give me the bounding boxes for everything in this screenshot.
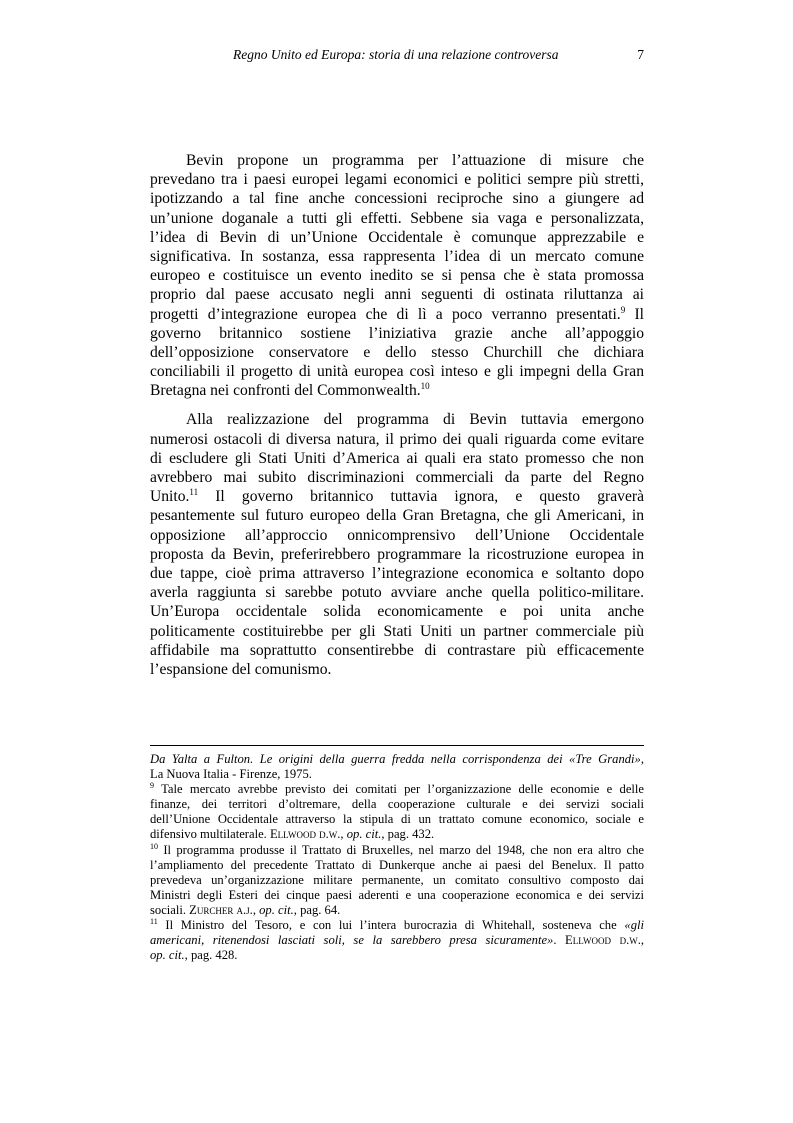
text-line: affidabile ma soprattutto consentirebbe di contrastare più efficacemente — [150, 641, 644, 659]
text-line — [150, 487, 644, 506]
quote-segment: «gli — [624, 918, 644, 933]
text-line: un’unione doganale a tutti gli effetti. Sebbene sia vaga e personalizzata, — [150, 209, 644, 227]
text-segment: sociali. — [150, 902, 190, 917]
text-line: europeo e costituisce un evento inedito se si pensa che è stata promossa — [150, 267, 644, 285]
book-title: Da Yalta a Fulton. Le origini della guerra fredda nella corrispondenza dei «Tre Grandi» — [150, 752, 641, 766]
footnote-ref: 10 — [420, 381, 430, 392]
text-segment: progetti d’integrazione europea che di lì a poco verranno presentati. — [150, 305, 621, 323]
quote-segment: americani, ritenendosi lasciati soli, se la sarebbero presa sicuramente» — [150, 933, 554, 948]
footnote-line — [150, 903, 644, 918]
footnote-line — [150, 843, 644, 858]
op-cit: op. cit., — [346, 827, 385, 842]
text-line: averla raggiunta si sarebbe potuto avviare anche quella politico-militare. — [150, 584, 644, 602]
text-segment: difensivo multilaterale. — [150, 827, 270, 842]
paragraph — [150, 151, 644, 400]
text-line — [150, 305, 644, 324]
footnote-9 — [150, 782, 644, 842]
footnote-11 — [150, 918, 644, 963]
page-number: 7 — [637, 47, 644, 62]
text-segment: Il programma produsse il Trattato di Bruxelles, nel marzo del 1948, che non era altro che — [158, 842, 644, 857]
footnote-line — [150, 827, 644, 842]
text-segment: Unito. — [150, 488, 190, 506]
text-line: dell’opposizione conservatore e dello stesso Churchill che dichiara — [150, 343, 644, 361]
footnote-ref: 11 — [189, 487, 199, 498]
page-reference: , pag. 428. — [184, 948, 238, 963]
text-line: proposta da Bevin, preferirebbero programmare la ricostruzione europea in — [150, 545, 644, 563]
text-segment: Bretagna nei confronti del Commonwealth. — [150, 382, 421, 400]
text-line — [150, 381, 644, 400]
text-line: l’espansione del comunismo. — [150, 660, 332, 678]
text-segment: Il — [625, 305, 644, 323]
punctuation: , — [340, 827, 347, 842]
running-title: Regno Unito ed Europa: storia di una relazione controversa — [233, 47, 559, 62]
footnote-line: l’ampliamento del precedente Trattato di Dunkerque anche ai paesi del Benelux. Il patto — [150, 857, 644, 872]
punctuation: , — [640, 752, 644, 766]
text-line: Alla realizzazione del programma di Bevin tuttavia emergono — [186, 411, 644, 429]
footnote-line — [150, 782, 644, 797]
text-line: l’idea di Bevin di un’Unione Occidentale è comunque apprezzabile e — [150, 228, 644, 246]
text-line: opposizione all’approccio onnicomprensivo dell’Unione Occidentale — [150, 526, 644, 544]
text-line: conciliabili il progetto di unità europea così inteso e gli impegni della Gran — [150, 363, 644, 381]
paragraph — [150, 410, 644, 679]
text-line: Bevin propone un programma per l’attuazione di misure che — [186, 152, 644, 169]
page-reference: , pag. 64. — [293, 902, 341, 917]
footnote-number: 9 — [150, 781, 154, 791]
text-line: pesantemente sul futuro europeo della Gran Bretagna, che gli Americani, in — [150, 507, 644, 525]
text-segment: Tale mercato avrebbe previsto dei comitati per l’organizzazione delle economie e delle — [154, 782, 644, 797]
text-line: prevedano tra i paesi europei legami economici e politici sempre più stretti, — [150, 171, 644, 189]
text-line: ipotizzando a tal fine anche concessioni reciproche sino a giungere ad — [150, 190, 644, 208]
text-line: governo britannico sostiene l’iniziativa grazie anche all’appoggio — [150, 324, 644, 342]
running-header — [150, 47, 644, 67]
footnote-line — [150, 752, 644, 767]
footnote-line: prevedeva un’organizzazione militare permanente, un comitato consultivo composto dai — [150, 872, 644, 887]
text-segment: Il governo britannico tuttavia ignora, e questo graverà — [198, 488, 644, 506]
op-cit: op. cit. — [150, 948, 185, 963]
text-line: politicamente costituirebbe per gli Stati Uniti un partner commerciale più — [150, 622, 644, 640]
author-name: Zurcher a.j. — [189, 902, 253, 917]
op-cit: op. cit. — [259, 902, 294, 917]
text-line: di escludere gli Stati Uniti d’America ai quali era stato promesso che non — [150, 449, 644, 467]
footnote-line: finanze, dei territori d’oltremare, della cooperazione culturale e dei servizi sociali — [150, 797, 644, 812]
text-line: avrebbero mai subito discriminazioni commerciali da parte del Regno — [150, 469, 644, 486]
author-name: Ellwood d.w. — [269, 827, 341, 842]
page-reference: pag. 432. — [384, 827, 435, 842]
footnote-line — [150, 918, 644, 933]
footnote-line — [150, 948, 644, 963]
footnotes — [150, 752, 644, 963]
body-text — [150, 151, 644, 679]
footnote-line: La Nuova Italia - Firenze, 1975. — [150, 767, 312, 782]
footnote-10 — [150, 843, 644, 918]
footnote-number: 10 — [150, 841, 158, 851]
footnote-separator — [150, 745, 644, 746]
text-line: significativa. In sostanza, essa rappresenta l’idea di un mercato comune — [150, 247, 644, 265]
footnote-line: Ministri degli Esteri dei cinque paesi aderenti e una cooperazione economica e dei servizi — [150, 887, 644, 902]
footnote-line — [150, 933, 644, 948]
punctuation: , — [640, 933, 645, 948]
author-name: Ellwood d.w. — [565, 933, 641, 948]
text-line: proprio dal paese accusato negli anni seguenti di ostinata riluttanza ai — [150, 286, 644, 304]
footnote-number: 11 — [150, 917, 158, 927]
punctuation: . — [553, 933, 566, 948]
punctuation: , — [252, 902, 260, 917]
footnote-continuation — [150, 752, 644, 782]
text-line: due tappe, cioè prima attraverso l’integrazione economica e soltanto dopo — [150, 564, 644, 582]
footnote-line: dell’Unione Occidentale attraverso la stipula di un trattato comune economico, sociale e — [150, 812, 644, 827]
text-line: Un’Europa occidentale solida economicamente e poi unita anche — [150, 603, 644, 621]
footnote-ref: 9 — [620, 304, 626, 315]
text-segment: Il Ministro del Tesoro, e con lui l’intera burocrazia di Whitehall, sosteneva che — [157, 918, 625, 933]
text-line: numerosi ostacoli di diversa natura, il primo dei quali riguarda come evitare — [150, 430, 644, 448]
